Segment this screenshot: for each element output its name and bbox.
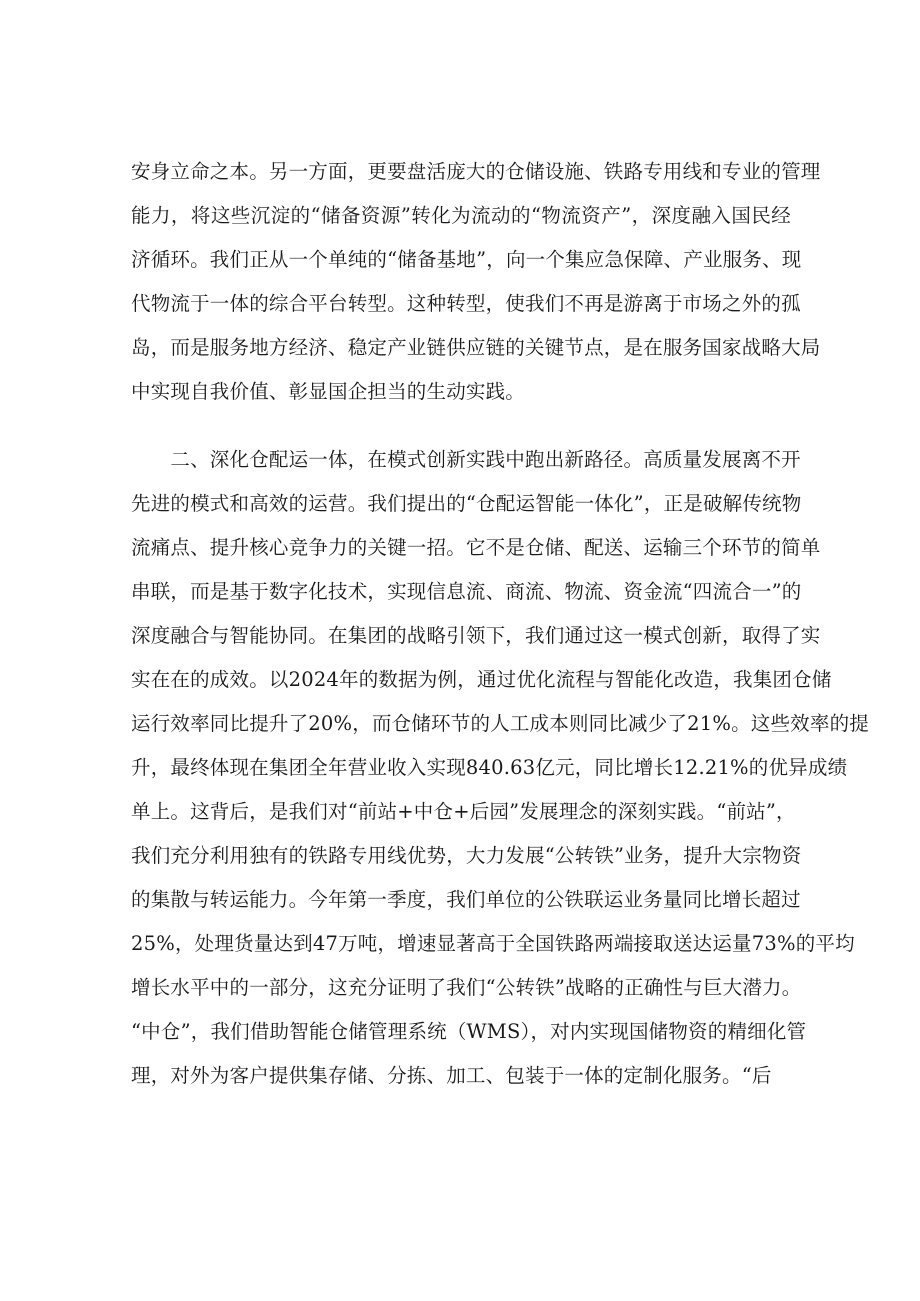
text-line: 理，对外为客户提供集存储、分拣、加工、包装于一体的定制化服务。“后 [131, 1064, 772, 1087]
text-line: 深度融合与智能协同。在集团的战略引领下，我们通过这一模式创新，取得了实 [131, 624, 821, 647]
text-line: 先进的模式和高效的运营。我们提出的“仓配运智能一体化”，正是破解传统物 [131, 492, 802, 515]
text-line: 我们充分利用独有的铁路专用线优势，大力发展“公转铁”业务，提升大宗物资 [131, 844, 802, 867]
paragraph-spacer [131, 414, 791, 438]
text-line: 运行效率同比提升了20%，而仓储环节的人工成本则同比减少了21%。这些效率的提 [131, 712, 869, 735]
text-line: 代物流于一体的综合平台转型。这种转型，使我们不再是游离于市场之外的孤 [131, 292, 801, 315]
text-line: 升，最终体现在集团全年营业收入实现840.63亿元，同比增长12.21%的优异成绩 [131, 756, 848, 779]
text-line: 二、深化仓配运一体，在模式创新实践中跑出新路径。高质量发展离不开 [131, 448, 801, 471]
text-line: 能力，将这些沉淀的“储备资源”转化为流动的“物流资产”，深度融入国民经 [131, 204, 791, 227]
paragraph-1 [131, 150, 821, 414]
text-line: 25%，处理货量达到47万吨，增速显著高于全国铁路两端接取送达运量73%的平均 [131, 932, 855, 955]
text-line: 济循环。我们正从一个单纯的“储备基地”，向一个集应急保障、产业服务、现 [131, 248, 802, 271]
text-line: 中实现自我价值、彰显国企担当的生动实践。 [131, 380, 526, 403]
text-line: 单上。这背后，是我们对“前站+中仓+后园”发展理念的深刻实践。“前站”， [131, 800, 796, 823]
document-page [131, 150, 869, 1098]
text-line: 的集散与转运能力。今年第一季度，我们单位的公铁联运业务量同比增长超过 [131, 888, 801, 911]
text-line: 安身立命之本。另一方面，更要盘活庞大的仓储设施、铁路专用线和专业的管理 [131, 160, 821, 183]
text-line: 岛，而是服务地方经济、稳定产业链供应链的关键节点，是在服务国家战略大局 [131, 336, 821, 359]
text-line: 增长水平中的一部分，这充分证明了我们“公转铁”战略的正确性与巨大潜力。 [131, 976, 802, 999]
text-line: “中仓”，我们借助智能仓储管理系统（WMS），对内实现国储物资的精细化管 [131, 1020, 807, 1043]
paragraph-2 [131, 438, 869, 1098]
text-line: 流痛点、提升核心竞争力的关键一招。它不是仓储、配送、运输三个环节的简单 [131, 536, 821, 559]
text-line: 实在在的成效。以2024年的数据为例，通过优化流程与智能化改造，我集团仓储 [131, 668, 832, 691]
text-line: 串联，而是基于数字化技术，实现信息流、商流、物流、资金流“四流合一”的 [131, 580, 802, 603]
